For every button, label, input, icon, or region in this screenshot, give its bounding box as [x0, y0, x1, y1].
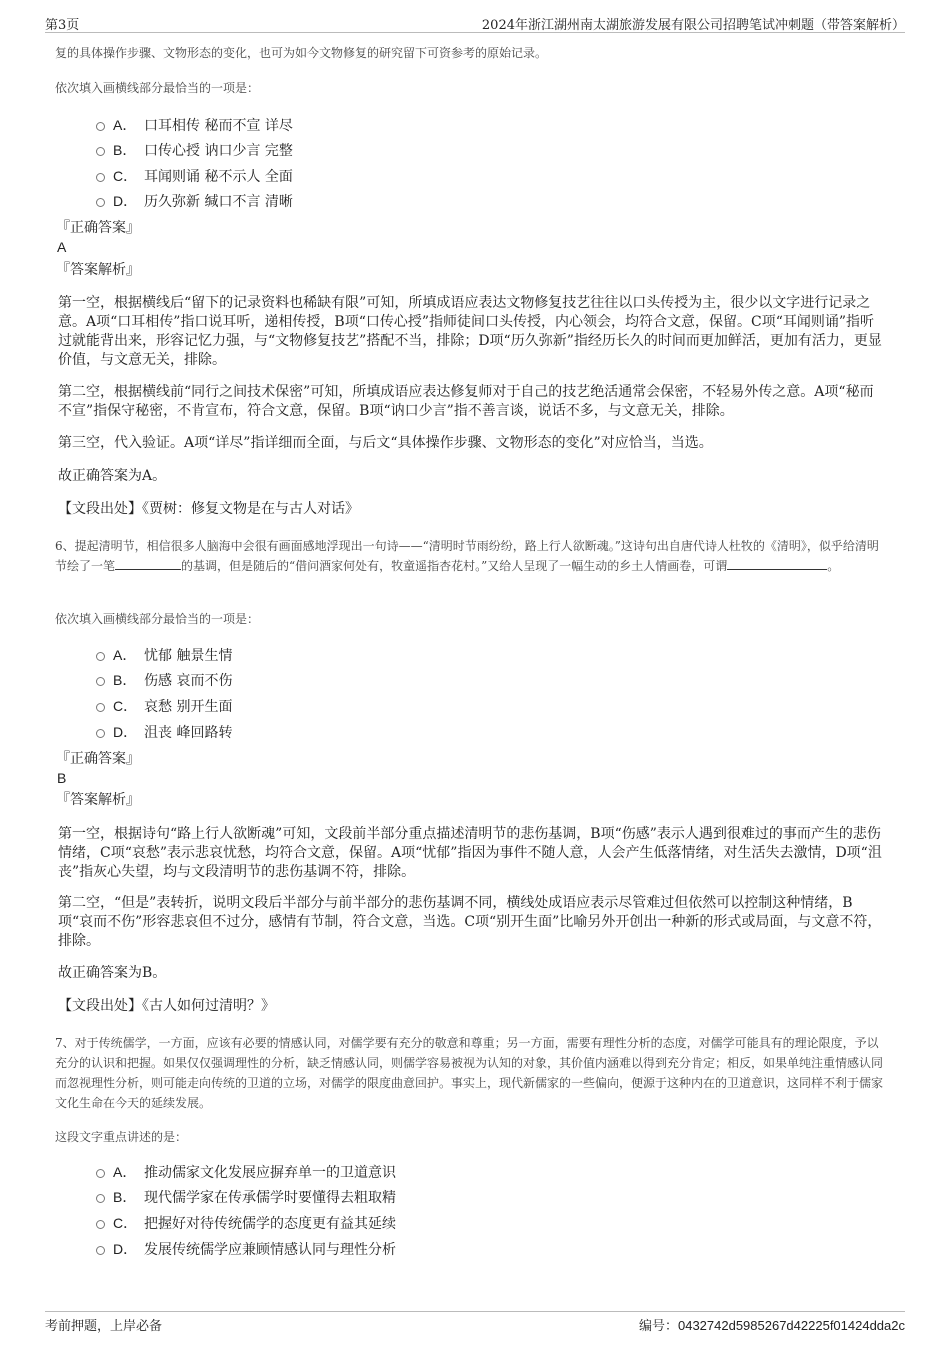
- q7-stem: 7、对于传统儒学，一方面，应该有必要的情感认同，对儒学要有充分的敬意和尊重；另一方面，需要有理性分析的态度，对儒学可能具有的理论限度，予以充分的认识和把握。如果仅仅强调理性的分析，缺乏情感认同，则儒学容易被视为认知的对象，其价值内涵难以得到充分肯定；相反，如果单纯注重情感认同而忽视理性分析，则可能走向传统的卫道的立场，对儒学的限度曲意回护。事实上，现代新儒家的一些偏向，便源于这种内在的卫道意识，这同样不利于儒家文化生命在今天的延续发展。: [55, 1036, 884, 1110]
- q5-conclusion: 故正确答案为A。: [58, 468, 167, 484]
- page-number: 第3页: [45, 18, 80, 33]
- page-header: [45, 12, 905, 33]
- q6-blank-2: [727, 557, 827, 570]
- q5-option-b[interactable]: B． 口传心授 讷口少言 完整: [96, 140, 293, 160]
- q5-passage-tail: 复的具体操作步骤、文物形态的变化，也可为如今文物修复的研究留下可资参考的原始记录。: [55, 46, 548, 60]
- document-title: 2024年浙江湖州南太湖旅游发展有限公司招聘笔试冲刺题（带答案解析）: [481, 18, 905, 33]
- radio-icon[interactable]: [96, 703, 105, 712]
- radio-icon[interactable]: [96, 677, 105, 686]
- q5-answer: A: [57, 239, 67, 255]
- radio-icon[interactable]: [96, 122, 105, 131]
- radio-icon[interactable]: [96, 1194, 105, 1203]
- q7-option-d[interactable]: D． 发展传统儒学应兼顾情感认同与理性分析: [96, 1239, 396, 1259]
- q5-answer-label: 『正确答案』: [56, 220, 140, 236]
- q6-analysis-2: 第二空，“但是”表转折，说明文段后半部分与前半部分的悲伤基调不同，横线处成语应表示尽管难过但依然可以控制这种情绪，B项“哀而不伤”形容悲哀但不过分，感情有节制，符合文意，当选。C项“别开生面”比喻另外开创出一种新的形式或局面，与文意不符，排除。: [58, 895, 882, 949]
- footer-slogan: 考前押题，上岸必备: [45, 1319, 163, 1334]
- radio-icon[interactable]: [96, 173, 105, 182]
- q6-option-b[interactable]: B． 伤感 哀而不伤: [96, 670, 232, 690]
- q7-option-a[interactable]: A． 推动儒家文化发展应摒弃单一的卫道意识: [96, 1162, 396, 1182]
- q5-option-c[interactable]: C． 耳闻则诵 秘不示人 全面: [96, 166, 293, 186]
- q6-option-a[interactable]: A． 忧郁 触景生情: [96, 645, 232, 665]
- q6-option-c[interactable]: C． 哀愁 别开生面: [96, 696, 232, 716]
- q5-analysis-label: 『答案解析』: [56, 262, 140, 278]
- radio-icon[interactable]: [96, 1246, 105, 1255]
- radio-icon[interactable]: [96, 652, 105, 661]
- q5-analysis-1: 第一空，根据横线后“留下的记录资料也稀缺有限”可知，所填成语应表达文物修复技艺往往以口头传授为主，很少以文字进行记录之意。A项“口耳相传”指口说耳听，递相传授，B项“口传心授”指师徒间口头传授，内心领会，均符合文意，保留。C项“耳闻则诵”指听过就能背出来，形容记忆力强，与“文物修复技艺”搭配不当，排除；D项“历久弥新”指经历长久的时间而更加鲜活，更加有活力，更显价值，与文意无关，排除。: [58, 295, 882, 368]
- q6-answer-label: 『正确答案』: [56, 751, 140, 767]
- radio-icon[interactable]: [96, 147, 105, 156]
- q6-analysis-label: 『答案解析』: [56, 792, 140, 808]
- q6-stem: 6、提起清明节，相信很多人脑海中会很有画面感地浮现出一句诗——“清明时节雨纷纷，路上行人欲断魂。”这诗句出自唐代诗人杜牧的《清明》，似乎给清明节绘了一笔 的基调，但是随后的“借问酒家何处有，牧童遥指杏花村。”又给人呈现了一幅生动的乡土人情画卷，可谓 。: [55, 539, 879, 573]
- q5-analysis-2: 第二空，根据横线前“同行之间技术保密”可知，所填成语应表达修复师对于自己的技艺绝活通常会保密，不轻易外传之意。A项“秘而不宣”指保守秘密，不肯宣布，符合文意，保留。B项“讷口少言”指不善言谈，说话不多，与文意无关，排除。: [58, 384, 874, 419]
- q6-source: 【文段出处】《古人如何过清明？》: [58, 998, 275, 1014]
- q5-option-d[interactable]: D． 历久弥新 缄口不言 清晰: [96, 191, 293, 211]
- q6-prompt: 依次填入画横线部分最恰当的一项是：: [55, 612, 260, 626]
- q5-option-a[interactable]: A． 口耳相传 秘而不宣 详尽: [96, 115, 293, 135]
- radio-icon[interactable]: [96, 1220, 105, 1229]
- document-code: 编号：0432742d5985267d42225f01424dda2c: [638, 1318, 905, 1334]
- radio-icon[interactable]: [96, 729, 105, 738]
- q5-analysis-3: 第三空，代入验证。A项“详尽”指详细而全面，与后文“具体操作步骤、文物形态的变化”对应恰当，当选。: [58, 435, 713, 451]
- q5-prompt: 依次填入画横线部分最恰当的一项是：: [55, 81, 260, 95]
- radio-icon[interactable]: [96, 198, 105, 207]
- q7-option-c[interactable]: C． 把握好对待传统儒学的态度更有益其延续: [96, 1213, 396, 1233]
- page-footer: [45, 1311, 905, 1334]
- q7-prompt: 这段文字重点讲述的是：: [55, 1130, 188, 1144]
- q6-blank-1: [115, 557, 181, 570]
- q5-source: 【文段出处】《贾树：修复文物是在与古人对话》: [58, 501, 359, 517]
- radio-icon[interactable]: [96, 1169, 105, 1178]
- q6-answer: B: [57, 770, 67, 786]
- q6-option-d[interactable]: D． 沮丧 峰回路转: [96, 722, 232, 742]
- q6-conclusion: 故正确答案为B。: [58, 965, 167, 981]
- q7-option-b[interactable]: B． 现代儒学家在传承儒学时要懂得去粗取精: [96, 1187, 396, 1207]
- q6-analysis-1: 第一空，根据诗句“路上行人欲断魂”可知，文段前半部分重点描述清明节的悲伤基调，B项“伤感”表示人遇到很难过的事而产生的悲伤情绪，C项“哀愁”表示悲哀忧愁，均符合文意，保留。A项“忧郁”指因为事件不随人意，人会产生低落情绪，对生活失去激情，D项“沮丧”指灰心失望，均与文段清明节的悲伤基调不符，排除。: [58, 826, 882, 880]
